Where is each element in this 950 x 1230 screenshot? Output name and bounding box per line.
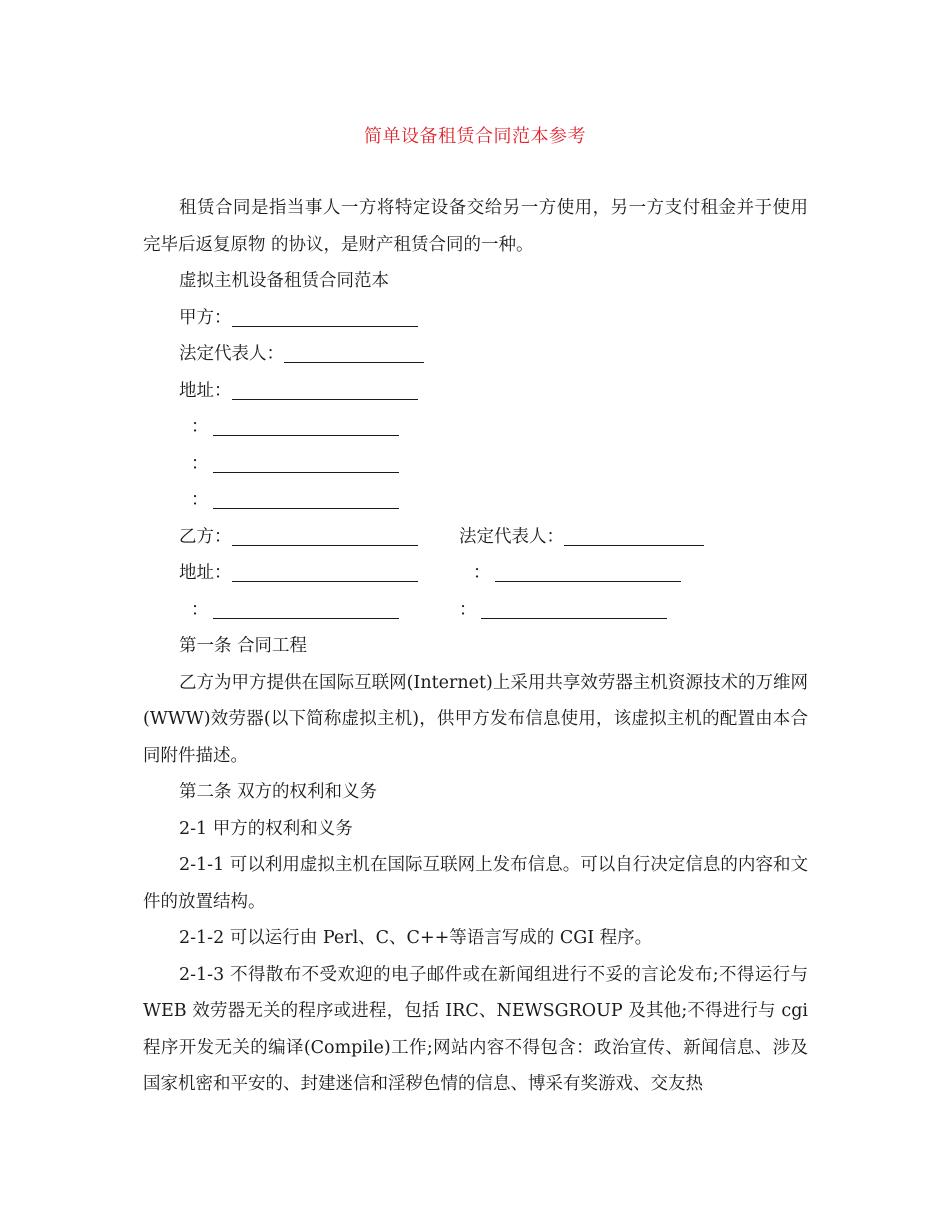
party-a-rep-label: 法定代表人： bbox=[179, 344, 284, 364]
party-b-blank[interactable] bbox=[232, 525, 418, 546]
party-a-extra-blank-1[interactable] bbox=[213, 415, 399, 436]
colon-label: ： bbox=[473, 563, 491, 583]
party-b-addr-col bbox=[179, 555, 459, 592]
section-2-1-2: 2-1-2 可以运行由 Perl、C、C++等语言写成的 CGI 程序。 bbox=[179, 928, 653, 948]
party-b-row bbox=[143, 519, 808, 556]
colon-label: ： bbox=[191, 490, 209, 510]
party-a-extra-row-3 bbox=[143, 482, 808, 519]
document-body bbox=[143, 190, 808, 1103]
party-a-rep-row bbox=[143, 336, 808, 373]
article-1-text: 乙方为甲方提供在国际互联网(Internet)上采用共享效劳器主机资源技术的万维网(WWW)效劳器(以下简称虚拟主机)，供甲方发布信息使用，该虚拟主机的配置由本合同附件描述。 bbox=[143, 672, 808, 766]
colon-label: ： bbox=[191, 417, 209, 437]
party-a-blank[interactable] bbox=[232, 306, 418, 327]
intro-paragraph: 租赁合同是指当事人一方将特定设备交给另一方使用，另一方支付租金并于使用完毕后返复原物 的协议，是财产租赁合同的一种。 bbox=[143, 198, 808, 255]
party-b-rep-label: 法定代表人： bbox=[459, 526, 564, 547]
party-b-extra-blank-2[interactable] bbox=[213, 598, 399, 619]
party-a-addr-row bbox=[143, 373, 808, 410]
party-a-addr-blank[interactable] bbox=[232, 379, 418, 400]
article-1-heading: 第一条 合同工程 bbox=[179, 636, 308, 656]
party-a-label: 甲方： bbox=[179, 307, 232, 328]
party-a-addr-label: 地址： bbox=[179, 380, 232, 401]
section-2-1: 2-1 甲方的权利和义务 bbox=[179, 818, 353, 839]
party-b-addr-label: 地址： bbox=[179, 563, 232, 583]
section-2-1-3: 2-1-3 不得散布不受欢迎的电子邮件或在新闻组进行不妥的言论发布;不得运行与 WEB 效劳器无关的程序或进程，包括 IRC、NEWSGROUP 及其他;不得进行与 cgi 程序开发无关的编译(Compile)工作;网站内容不得包含：政治宣传、新闻信息、涉及国家机密和平安的、封建迷信和淫秽色情的信息、博采有奖游戏、交友热 bbox=[143, 964, 808, 1094]
colon-label: ： bbox=[459, 599, 477, 620]
party-b-rep-col bbox=[459, 519, 759, 556]
party-a-rep-blank[interactable] bbox=[284, 342, 424, 363]
party-a-extra-row-2 bbox=[143, 446, 808, 483]
party-b-extra-blank-3[interactable] bbox=[481, 598, 667, 619]
article-2-heading: 第二条 双方的权利和义务 bbox=[179, 782, 378, 802]
party-b-addr-row bbox=[143, 555, 808, 592]
section-2-1-1: 2-1-1 可以利用虚拟主机在国际互联网上发布信息。可以自行决定信息的内容和文件的放置结构。 bbox=[143, 855, 808, 912]
contract-subtitle: 虚拟主机设备租赁合同范本 bbox=[179, 271, 389, 291]
party-b-extra-blank-1[interactable] bbox=[495, 561, 681, 582]
party-b-name-col bbox=[179, 519, 459, 556]
party-b-extra-col-3 bbox=[459, 592, 667, 629]
party-b-addr-blank[interactable] bbox=[232, 561, 418, 582]
party-b-extra-col-1 bbox=[459, 555, 773, 592]
colon-label: ： bbox=[191, 453, 209, 474]
party-a-extra-blank-3[interactable] bbox=[213, 488, 399, 509]
party-b-extra-row bbox=[143, 592, 808, 629]
party-b-rep-blank[interactable] bbox=[564, 525, 704, 546]
party-a-row bbox=[143, 300, 808, 337]
party-a-extra-row-1 bbox=[143, 409, 808, 446]
party-b-extra-col-2 bbox=[191, 592, 459, 629]
party-b-label: 乙方： bbox=[179, 526, 232, 547]
document-title: 简单设备租赁合同范本参考 bbox=[364, 126, 586, 147]
party-a-extra-blank-2[interactable] bbox=[213, 452, 399, 473]
colon-label: ： bbox=[191, 599, 209, 620]
